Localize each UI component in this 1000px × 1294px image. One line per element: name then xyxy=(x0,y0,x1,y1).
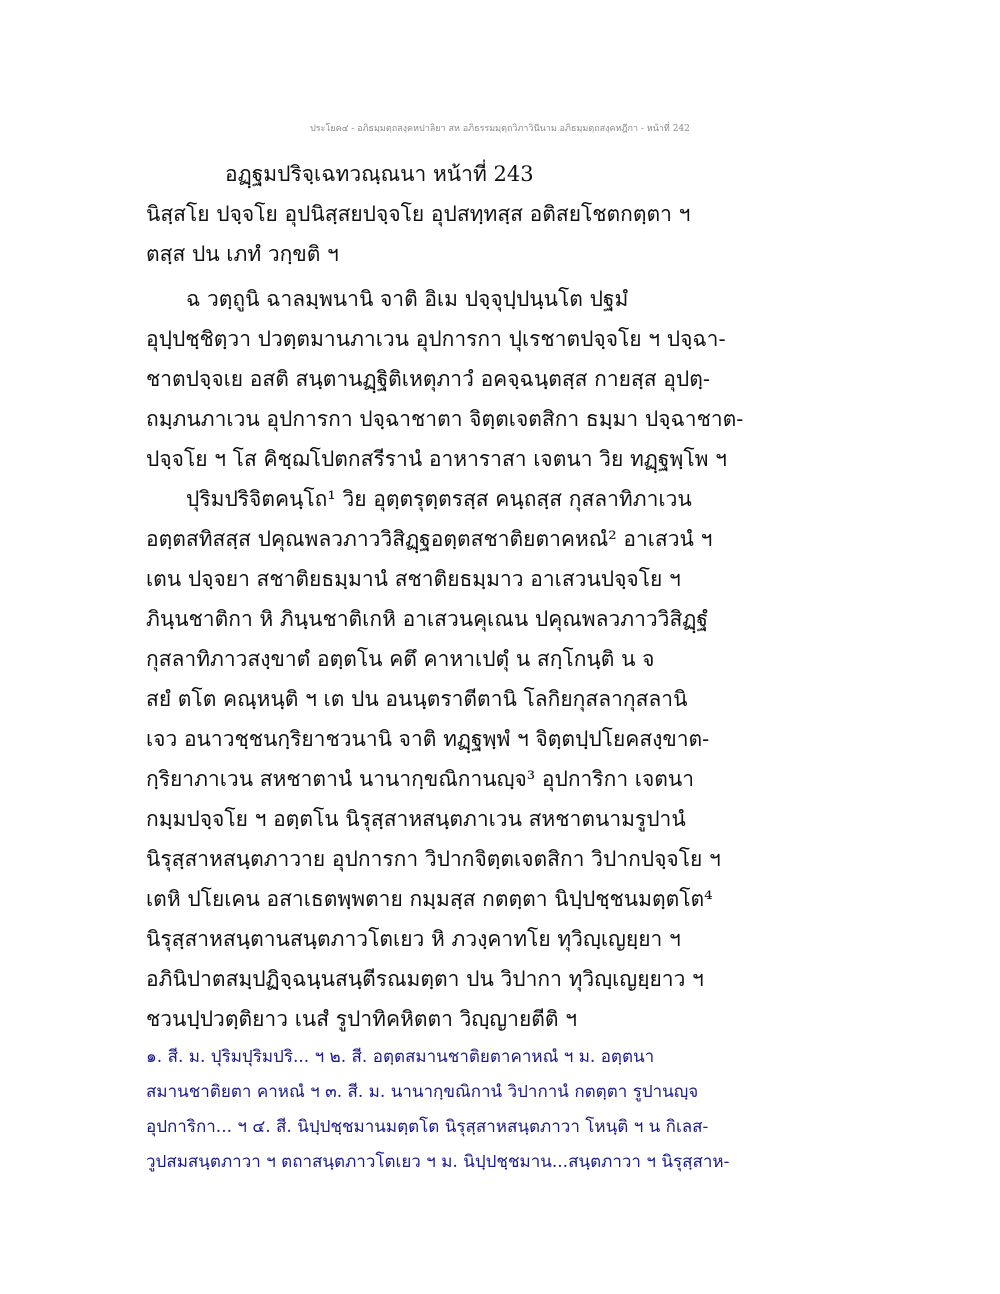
page-header: ประโยค๔ - อภิธมฺมตฺถสงฺคหปาลิยา สห อภิธรรมมฺตฺถวิภาวินีนาม อภิธมฺมตฺถสงฺคหฎีกา - หน้าที่ 242 xyxy=(310,124,690,134)
body-line: นิสฺสโย ปจฺจโย อุปนิสฺสยปจฺจโย อุปสทฺทสฺส อติสยโชตกตฺตา ฯ xyxy=(146,202,691,226)
footnote-line: วูปสมสนฺตภาวา ฯ ตถาสนฺตภาวโตเยว ฯ ม. นิปฺปชฺชมาน...สนฺตภาวา ฯ นิรุสฺสาห- xyxy=(146,1152,730,1172)
body-line: สยํ ตโต คณฺหนฺติ ฯ เต ปน อนนฺตราตีตานิ โลกิยกุสลากุสลานิ xyxy=(146,687,688,711)
footnote-line: ๑. สี. ม. ปุริมปุริมปริ... ฯ ๒. สี. อตฺตสมานชาติยตาคาหณํ ฯ ม. อตฺตนา xyxy=(146,1047,655,1067)
body-line: ถมฺภนภาเวน อุปการกา ปจฺฉาชาตา จิตฺตเจตสิกา ธมฺมา ปจฺฉาชาต- xyxy=(146,407,744,431)
footnote-line: สมานชาติยตา คาหณํ ฯ ๓. สี. ม. นานากฺขณิกานํ วิปากานํ กตตฺตา รูปานญฺจ xyxy=(146,1082,699,1102)
body-line: เตน ปจฺจยา สชาติยธมฺมานํ สชาติยธมฺมาว อาเสวนปจฺจโย ฯ xyxy=(146,567,681,591)
body-line: ชาตปจฺจเย อสติ สนฺตานฏฺฐิติเหตุภาวํ อคจฺฉนฺตสฺส กายสฺส อุปตฺ- xyxy=(146,367,710,391)
body-line: ภินฺนชาติกา หิ ภินฺนชาติเกหิ อาเสวนคุเณน ปคุณพลวภาววิสิฏฺฐํ xyxy=(146,607,708,631)
body-line: อุปฺปชฺชิตฺวา ปวตฺตมานภาเวน อุปการกา ปุเรชาตปจฺจโย ฯ ปจฺฉา- xyxy=(146,327,726,351)
body-line: เจว อนาวชฺชนกฺริยาชวนานิ จาติ ทฏฺฐพฺพํ ฯ จิตฺตปฺปโยคสงฺขาต- xyxy=(146,727,710,751)
body-line: นิรุสฺสาหสนฺตภาวาย อุปการกา วิปากจิตฺตเจตสิกา วิปากปจฺจโย ฯ xyxy=(146,847,721,871)
body-line: เตหิ ปโยเคน อสาเธตพฺพตาย กมฺมสฺส กตตฺตา นิปฺปชฺชนมตฺตโต⁴ xyxy=(146,887,713,911)
body-line: อภินิปาตสมฺปฏิจฺฉนฺนสนฺตีรณมตฺตา ปน วิปากา ทุวิญฺเญยฺยาว ฯ xyxy=(146,967,704,991)
body-line: ฉ วตฺถูนิ ฉาลมฺพนานิ จาติ อิเม ปจฺจุปฺปนฺนโต ปฐมํ xyxy=(186,287,629,311)
body-line: กุสลาทิภาวสงฺขาตํ อตฺตโน คตึ คาหาเปตุํ น สกฺโกนฺติ น จ xyxy=(146,647,655,671)
body-line: อตฺตสทิสสฺส ปคุณพลวภาววิสิฏฺฐอตฺตสชาติยตาคหณํ² อาเสวนํ ฯ xyxy=(146,527,713,551)
body-line: กมฺมปจฺจโย ฯ อตฺตโน นิรุสฺสาหสนฺตภาเวน สหชาตนามรูปานํ xyxy=(146,807,686,831)
footnote-line: อุปการิกา... ฯ ๔. สี. นิปฺปชฺชมานมตฺตโต นิรุสฺสาหสนฺตภาวา โหนฺติ ฯ น กิเลส- xyxy=(146,1117,709,1137)
section-title: อฏฺฐมปริจฺเฉทวณฺณนา หน้าที่ 243 xyxy=(225,162,534,186)
body-line: ปุริมปริจิตคนฺโถ¹ วิย อุตฺตรุตฺตรสฺส คนฺถสฺส กุสลาทิภาเวน xyxy=(186,487,692,511)
body-line: ปจฺจโย ฯ โส คิชฺฌโปตกสรีรานํ อาหาราสา เจตนา วิย ทฏฺฐพฺโพ ฯ xyxy=(146,447,727,471)
body-line: กฺริยาภาเวน สหชาตานํ นานากฺขณิกานญฺจ³ อุปการิกา เจตนา xyxy=(146,767,695,791)
body-line: ตสฺส ปน เภทํ วกฺขติ ฯ xyxy=(146,242,339,266)
body-line: ชวนปฺปวตฺติยาว เนสํ รูปาทิคหิตตา วิญฺญายตีติ ฯ xyxy=(146,1007,578,1031)
body-line: นิรุสฺสาหสนฺตานสนฺตภาวโตเยว หิ ภวงฺคาทโย ทุวิญฺเญยฺยา ฯ xyxy=(146,927,681,951)
